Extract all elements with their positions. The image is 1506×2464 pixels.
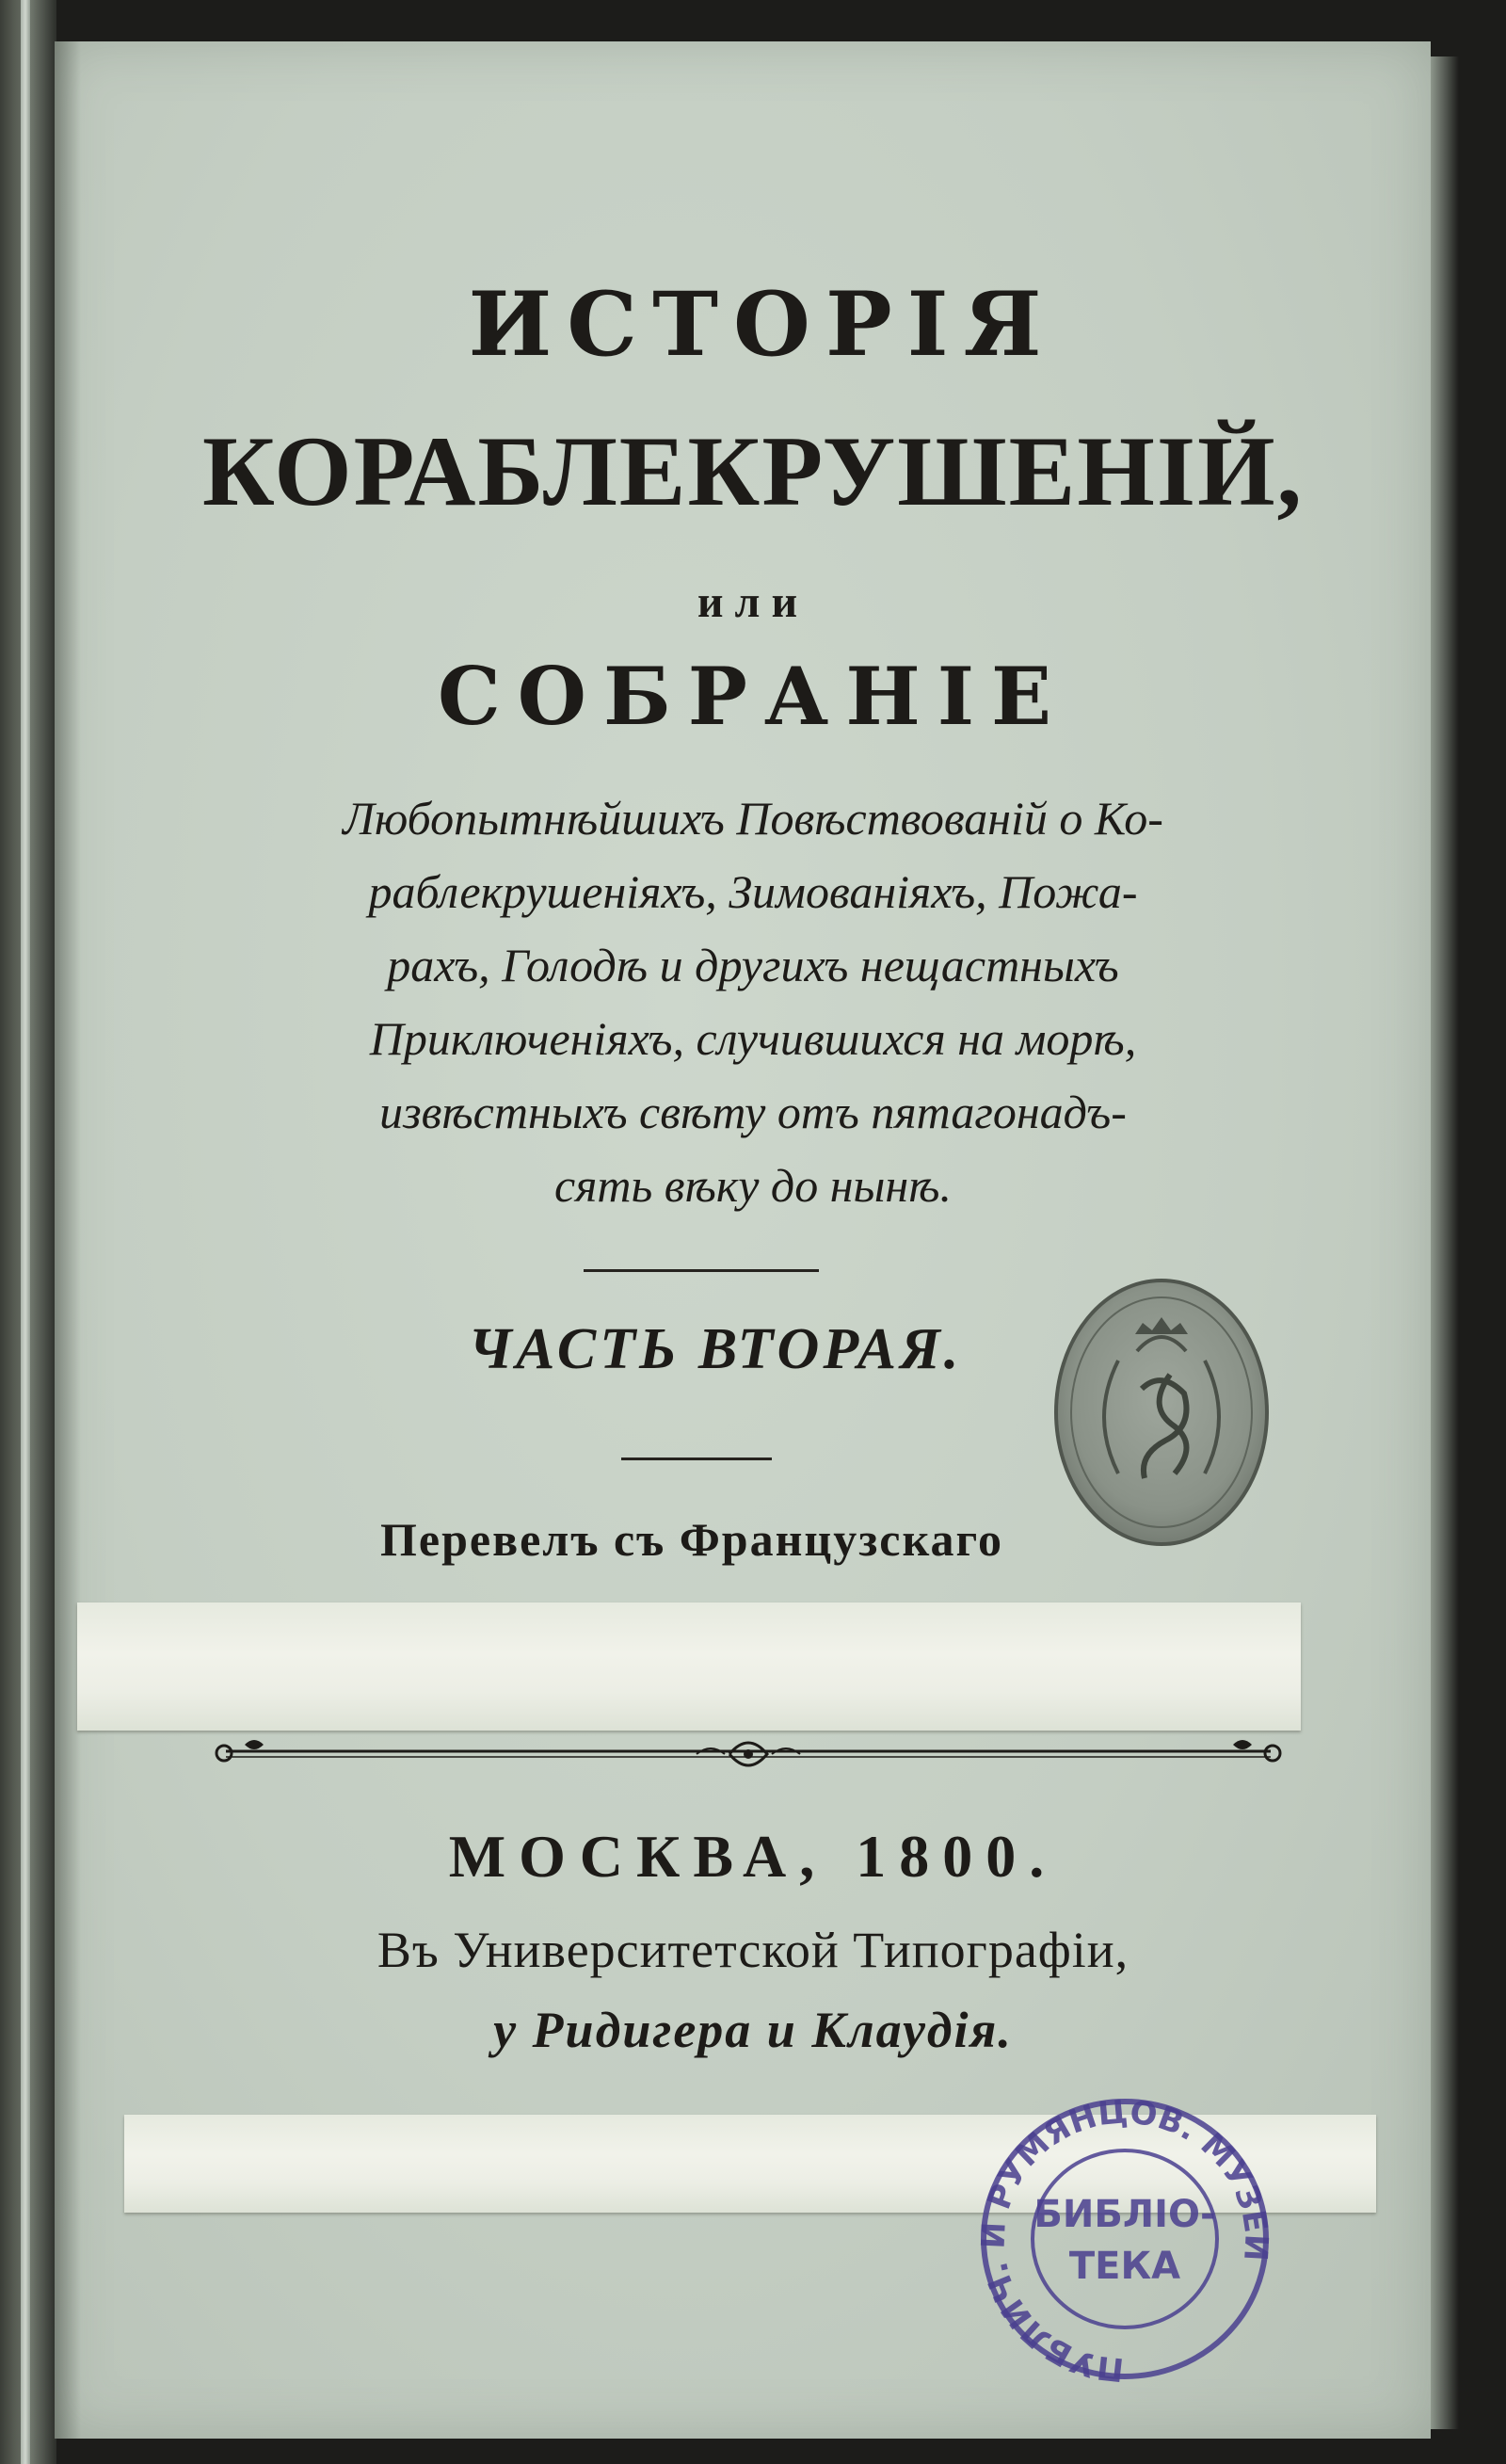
- page-fold-shadow: [55, 41, 81, 2439]
- description-line: извѣстныхъ свѣту отъ пятагонадъ-: [379, 1086, 1127, 1138]
- part-heading: ЧАСТЬ ВТОРАЯ.: [468, 1317, 963, 1381]
- stamp-ring-text: ПУБЛИЧ. И РУМЯНЦОВ. МУЗЕИ: [974, 2093, 1275, 2387]
- description-line: Приключеніяхъ, случившихся на морѣ,: [369, 1012, 1137, 1065]
- imprint-press: Въ Университетской Типографіи,: [376, 1922, 1130, 1978]
- collection-heading: СОБРАНІЕ: [437, 650, 1069, 743]
- title-page: [55, 41, 1431, 2439]
- divider-rule-top: [584, 1269, 819, 1272]
- description-line: рахъ, Голодѣ и другихъ нещастныхъ: [387, 939, 1119, 991]
- embossed-seal-icon: [1052, 1276, 1271, 1549]
- imprint-printers: у Ридигера и Клаудія.: [493, 2002, 1013, 2058]
- page-edge-shadow: [1431, 56, 1459, 2429]
- divider-rule-bottom: [621, 1457, 772, 1460]
- library-stamp-icon: [969, 2086, 1280, 2387]
- description-line: сять вѣку до нынѣ.: [553, 1159, 953, 1212]
- stamp-center-line-2: ТЕКА: [1068, 2245, 1181, 2288]
- imprint-city-year: МОСКВА, 1800.: [448, 1823, 1058, 1890]
- translation-note: Перевелъ съ Французскаго: [380, 1513, 1003, 1566]
- svg-text:ПУБЛИЧ. И РУМЯНЦОВ. МУЗЕИ: [975, 2093, 1275, 2387]
- subtitle-description: [0, 781, 1506, 1222]
- stamp-center-line-1: БИБЛІО-: [1033, 2193, 1216, 2236]
- ornamental-divider-icon: [207, 1728, 1290, 1775]
- title-line-2: КОРАБЛЕКРУШЕНІЙ,: [201, 416, 1305, 526]
- tape-strip-upper: [77, 1602, 1301, 1731]
- description-line: раблекрушеніяхъ, Зимованіяхъ, Пожа-: [368, 865, 1138, 918]
- conjunction-text: или: [697, 577, 809, 627]
- title-line-1: ИСТОРІЯ: [468, 273, 1057, 377]
- description-line: Любопытнѣйшихъ Повѣствованій о Ко-: [343, 792, 1163, 845]
